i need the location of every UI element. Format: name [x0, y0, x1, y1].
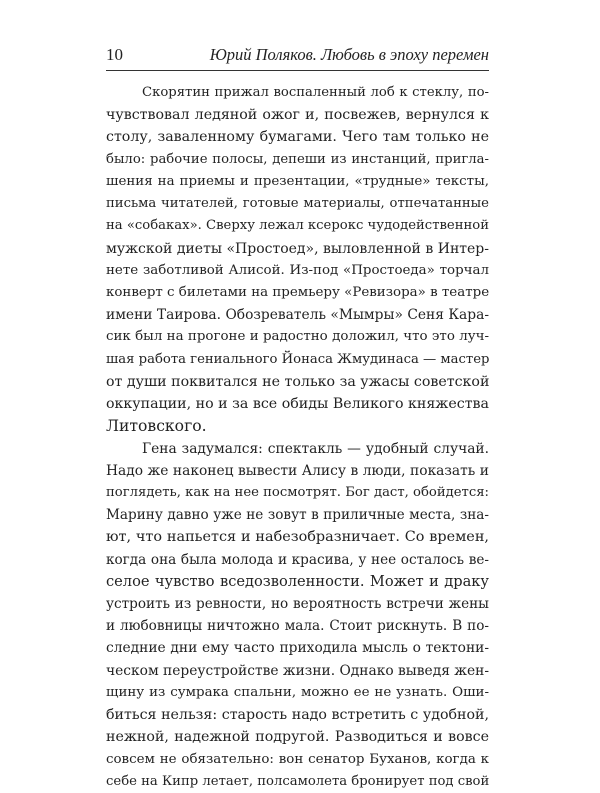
text-line: поглядеть, как на нее посмотрят. Бог даст, обойдется: [106, 484, 489, 500]
text-line: ют, что напьется и набезобразничает. Со времен, [106, 529, 489, 546]
text-line: имени Таирова. Обозреватель «Мымры» Сеня Кара- [106, 307, 489, 324]
body-text [106, 82, 489, 793]
text-line: нете заботливой Алисой. Из-под «Простоеда» торчал [106, 262, 489, 278]
text-line: ческом переустройстве жизни. Однако выведя жен- [106, 662, 490, 679]
text-line: сик был на прогоне и радостно доложил, что это луч- [106, 329, 489, 345]
text-line: следние дни ему часто приходила мысль о тектони- [106, 640, 489, 657]
text-line: устроить из ревности, но вероятность встречи жены [106, 596, 489, 613]
page-header [106, 44, 489, 71]
text-line: Марину давно уже не зовут в приличные места, зна- [106, 507, 489, 524]
text-line: мужской диеты «Простоед», выловленной в Интер- [106, 240, 489, 257]
text-line: столу, заваленному бумагами. Чего там только не [106, 129, 489, 146]
text-line: себе на Кипр летает, полсамолета бронирует под свой [106, 773, 490, 789]
text-line: Скорятин прижал воспаленный лоб к стеклу, по- [142, 85, 489, 100]
text-line: биться нельзя: старость надо встретить с удобной, [106, 707, 489, 724]
text-line: было: рабочие полосы, депеши из инстанций, пригла- [106, 151, 489, 167]
text-line: совсем не обязательно: вон сенатор Буханов, когда к [106, 751, 489, 767]
text-line: Гена задумался: спектакль — удобный случай. [142, 440, 489, 457]
text-line: чувствовал ледяной ожог и, посвежев, вернулся к [106, 107, 489, 124]
text-line: конверт с билетами на премьеру «Ревизора» в театре [106, 284, 490, 300]
text-line: письма читателей, готовые материалы, отпечатанные [106, 196, 489, 212]
text-line: шая работа гениального Йонаса Жмудинаса — мастер [106, 351, 490, 367]
text-line: Надо же наконец вывести Алису в люди, показать и [106, 462, 489, 479]
text-line: и любовницы ничтожно мала. Стоит рискнуть. В по- [106, 618, 489, 635]
page-number: 10 [106, 45, 123, 64]
text-line: от души поквитался не только за ужасы советской [106, 373, 490, 390]
text-line: щину из сумрака спальни, можно ее не узнать. Оши- [106, 684, 489, 700]
text-line: шения на приемы и презентации, «трудные» тексты, [106, 173, 489, 189]
text-line: селое чувство вседозволенности. Может и драку [106, 572, 489, 590]
text-line: Литовского. [106, 417, 207, 436]
running-title: Юрий Поляков. Любовь в эпоху перемен [209, 45, 489, 64]
text-line: нежной, надежной подругой. Разводиться и вовсе [106, 729, 489, 746]
text-line: когда она была молода и красива, у нее осталось ве- [106, 551, 489, 568]
text-line: оккупации, но и за все обиды Великого княжества [106, 396, 489, 413]
text-line: на «собаках». Сверху лежал ксерокс чудодейственной [106, 218, 490, 234]
